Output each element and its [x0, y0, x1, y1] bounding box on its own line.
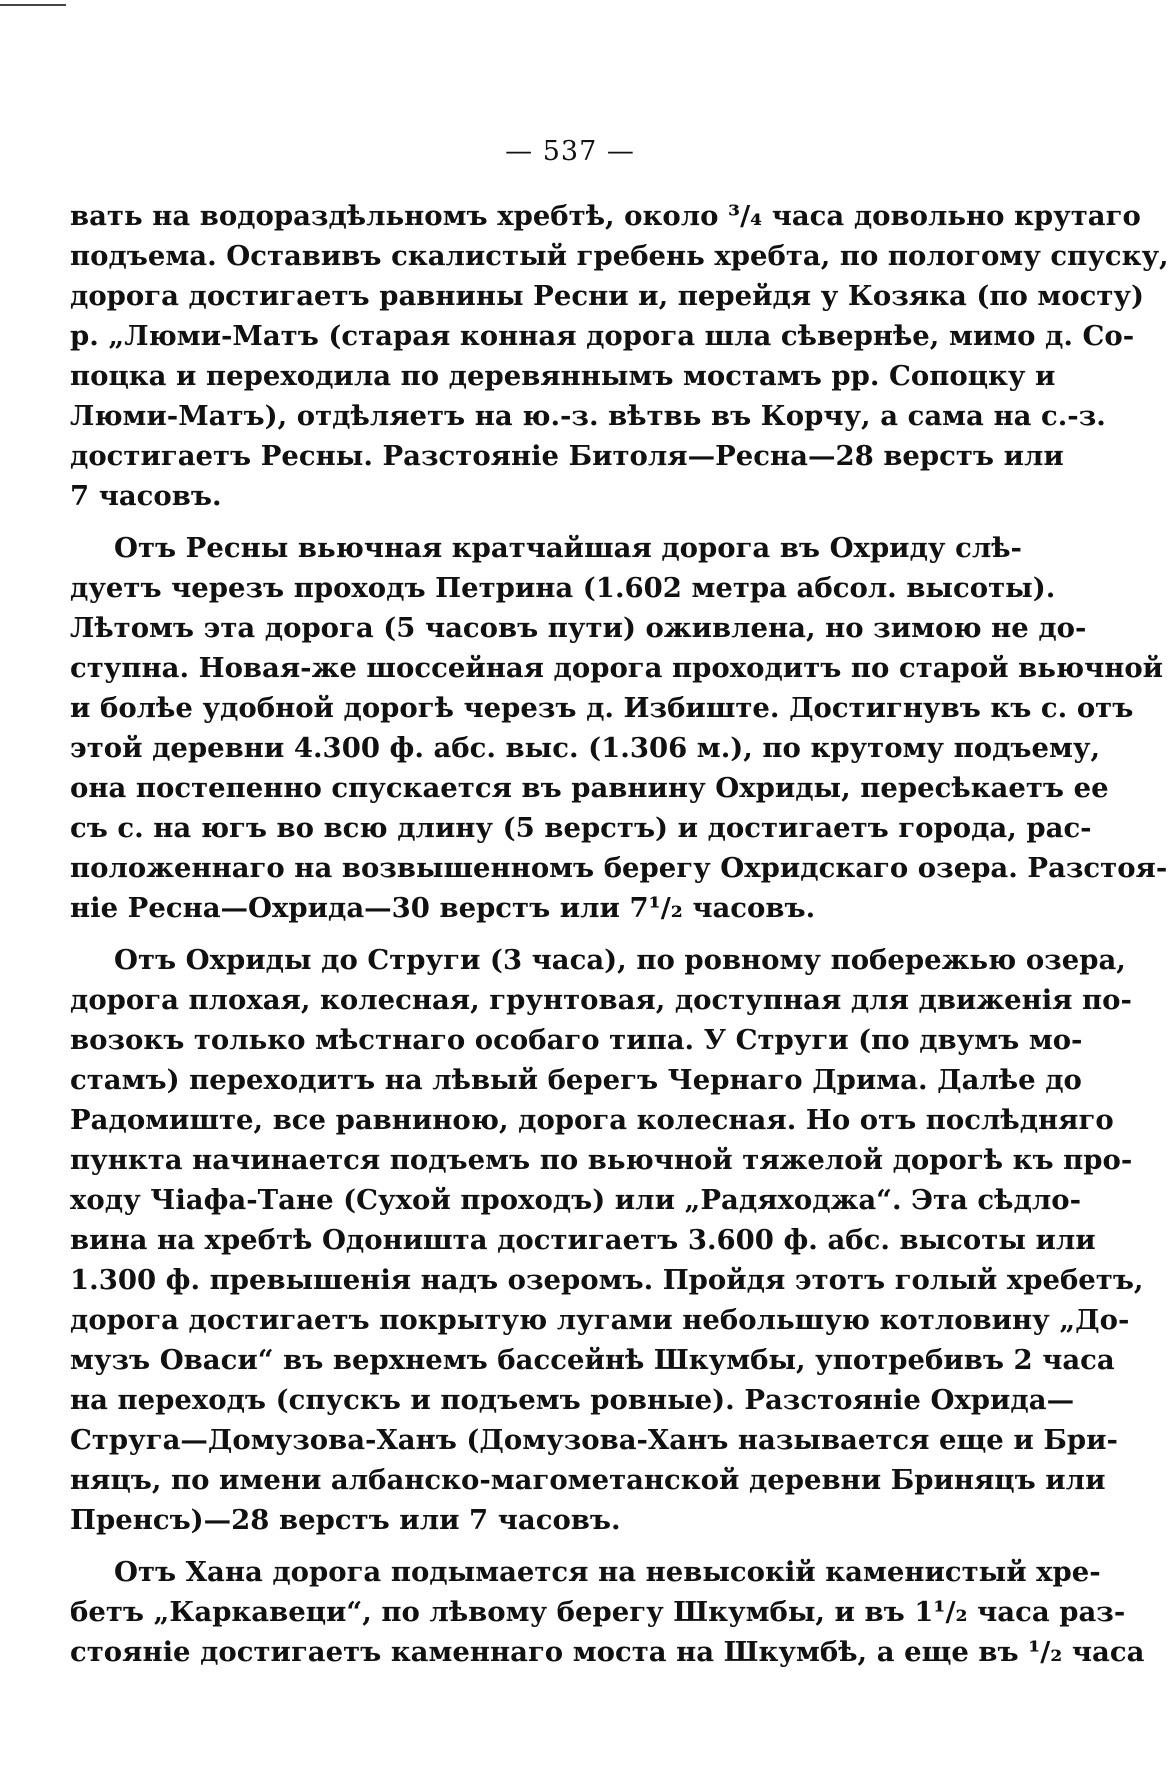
text-line: вина на хребтѣ Одоништа достигаетъ 3.600 ф. абс. высоты или	[70, 1224, 1096, 1256]
body-text	[70, 196, 1169, 1684]
text-line: Люми-Матъ), отдѣляетъ на ю.-з. вѣтвь въ Корчу, а сама на с.-з.	[70, 400, 1106, 432]
text-line: на переходъ (спускъ и подъемъ ровные). Разстояніе Охрида—	[70, 1384, 1075, 1416]
top-edge-rule	[0, 4, 66, 6]
text-line: ходу Чіафа-Тане (Сухой проходъ) или „Радяходжа“. Эта сѣдло-	[70, 1184, 1081, 1216]
text-line: стамъ) переходитъ на лѣвый берегъ Чернаго Дрима. Далѣе до	[70, 1064, 1082, 1096]
text-line: дуетъ черезъ проходъ Петрина (1.602 метра абсол. высоты).	[70, 572, 1056, 604]
text-line: возокъ только мѣстнаго особаго типа. У Струги (по двумъ мо-	[70, 1024, 1083, 1056]
text-line: Лѣтомъ эта дорога (5 часовъ пути) оживлена, но зимою не до-	[70, 612, 1087, 644]
text-line: няцъ, по имени албанско-магометанской деревни Бриняцъ или	[70, 1464, 1106, 1496]
page-number: — 537 —	[505, 136, 635, 167]
text-line: подъема. Оставивъ скалистый гребень хребта, по пологому спуску,	[70, 240, 1169, 272]
text-line: Струга—Домузова-Ханъ (Домузова-Ханъ называется еще и Бри-	[70, 1424, 1118, 1456]
paragraph-3	[70, 940, 1144, 1540]
paragraph-2	[70, 528, 1168, 928]
text-line: положеннаго на возвышенномъ берегу Охридскаго озера. Разстоя-	[70, 852, 1168, 884]
text-line: она постепенно спускается въ равнину Охриды, пересѣкаетъ ее	[70, 772, 1109, 804]
text-line: Отъ Ресны вьючная кратчайшая дорога въ Охриду слѣ-	[114, 532, 1022, 564]
text-line: пункта начинается подъемъ по вьючной тяжелой дорогѣ къ про-	[70, 1144, 1133, 1176]
text-line: вать на водораздѣльномъ хребтѣ, около ³/₄ часа довольно крутаго	[70, 200, 1141, 232]
text-line: р. „Люми-Матъ (старая конная дорога шла сѣвернѣе, мимо д. Со-	[70, 320, 1135, 352]
text-line: Отъ Хана дорога подымается на невысокій каменистый хре-	[114, 1556, 1101, 1588]
text-line: Пренсъ)—28 верстъ или 7 часовъ.	[70, 1504, 621, 1536]
text-line: поцка и переходила по деревяннымъ мостамъ рр. Сопоцку и	[70, 360, 1056, 392]
text-line: музъ Оваси“ въ верхнемъ бассейнѣ Шкумбы, употребивъ 2 часа	[70, 1344, 1115, 1376]
text-line: 1.300 ф. превышенія надъ озеромъ. Пройдя этотъ голый хребетъ,	[70, 1264, 1144, 1296]
text-line: достигаетъ Ресны. Разстояніе Битоля—Ресна—28 верстъ или	[70, 440, 1064, 472]
text-line: дорога достигаетъ равнины Ресни и, перейдя у Козяка (по мосту)	[70, 280, 1145, 312]
text-line: 7 часовъ.	[70, 480, 222, 512]
text-line: дорога достигаетъ покрытую лугами небольшую котловину „До-	[70, 1304, 1130, 1336]
text-line: этой деревни 4.300 ф. абс. выс. (1.306 м.), по крутому подъему,	[70, 732, 1101, 764]
paragraph-4	[70, 1552, 1145, 1672]
text-line: ступна. Новая-же шоссейная дорога проходитъ по старой вьючной	[70, 652, 1164, 684]
text-line: бетъ „Каркавеци“, по лѣвому берегу Шкумбы, и въ 1¹/₂ часа раз-	[70, 1596, 1126, 1628]
text-line: ніе Ресна—Охрида—30 верстъ или 7¹/₂ часовъ.	[70, 892, 816, 924]
text-line: дорога плохая, колесная, грунтовая, доступная для движенія по-	[70, 984, 1132, 1016]
text-line: Радомиште, все равниною, дорога колесная. Но отъ послѣдняго	[70, 1104, 1114, 1136]
text-line: и болѣе удобной дорогѣ черезъ д. Избиште. Достигнувъ къ с. отъ	[70, 692, 1134, 724]
text-line: съ с. на югъ во всю длину (5 верстъ) и достигаетъ города, рас-	[70, 812, 1092, 844]
text-line: Отъ Охриды до Струги (3 часа), по ровному побережью озера,	[114, 944, 1126, 976]
paragraph-1	[70, 196, 1169, 516]
text-line: стояніе достигаетъ каменнаго моста на Шкумбѣ, а еще въ ¹/₂ часа	[70, 1636, 1145, 1668]
